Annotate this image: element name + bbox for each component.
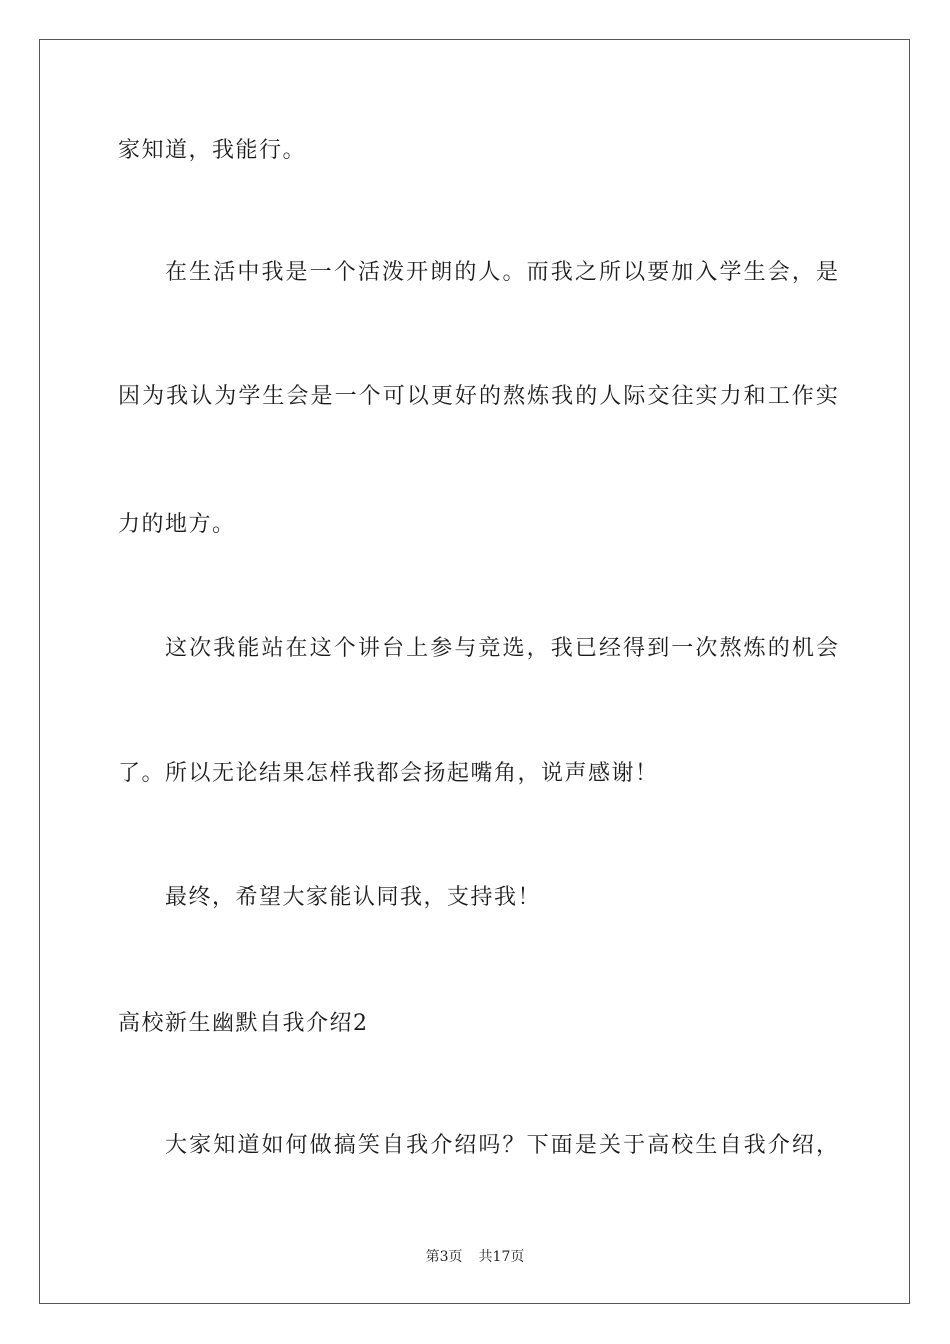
paragraph-line: 家知道，我能行。 [118,138,307,163]
paragraph-line: 最终，希望大家能认同我，支持我！ [165,885,542,910]
paragraph-line: 因 为 我 认 为 学 生 会 是 一 个 可 以 更 好 的 熬 炼 我 的 人 际 交 往 实 力 和 工 作 实 [118,384,838,409]
paragraph-line: 这 次 我 能 站 在 这 个 讲 台 上 参 与 竞 选 ， 我 已 经 得 到 一 次 熬 炼 的 机 会 [165,636,838,661]
section-heading: 高校新生幽默自我介绍2 [118,1011,369,1036]
paragraph-line: 在 生 活 中 我 是 一 个 活 泼 开 朗 的 人 。 而 我 之 所 以 要 加 入 学 生 会 ， 是 [165,260,838,285]
page-border [39,39,910,1304]
paragraph-line: 力的地方。 [118,512,236,537]
paragraph-line: 了。所以无论结果怎样我都会扬起嘴角，说声感谢！ [118,761,659,786]
paragraph-line: 大 家 知 道 如 何 做 搞 笑 自 我 介 绍 吗 ？ 下 面 是 关 于 高 校 生 自 我 介 绍 ， [165,1133,838,1158]
page-number: 第3页 [425,1249,463,1265]
page-footer [0,1247,950,1267]
page-total: 共17页 [478,1249,525,1265]
